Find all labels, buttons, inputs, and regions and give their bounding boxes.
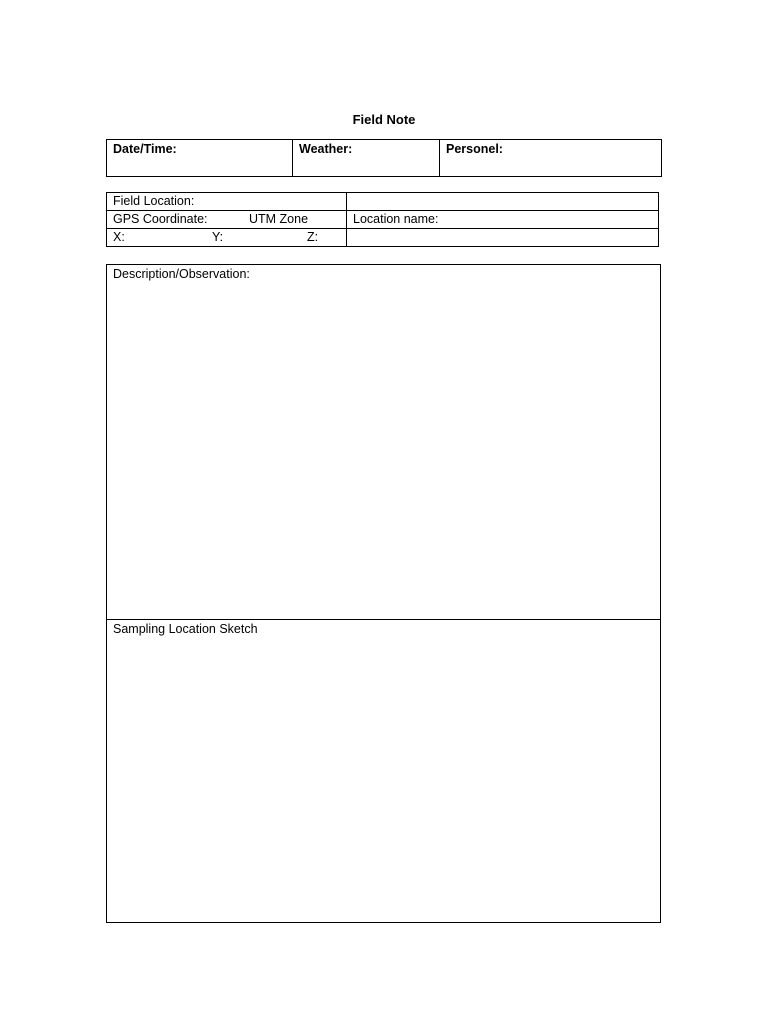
xyz-value-field[interactable] [347,229,659,247]
location-name-label: Location name: [353,212,439,226]
location-table [106,192,659,247]
field-location-label: Field Location: [113,194,195,208]
sketch-label: Sampling Location Sketch [113,622,258,636]
y-label: Y: [212,230,224,244]
description-observation-area[interactable] [107,265,661,620]
location-name-field[interactable] [347,211,659,229]
gps-coordinate-label: GPS Coordinate: [113,212,208,226]
weather-label: Weather: [299,142,353,156]
page-title: Field Note [352,112,416,127]
x-label: X: [113,230,125,244]
xyz-coordinate-field[interactable] [107,229,347,247]
z-label: Z: [307,230,319,244]
field-location-field[interactable] [107,193,347,211]
notes-table [106,264,661,923]
sampling-location-sketch-area[interactable] [107,620,661,923]
gps-coordinate-field[interactable] [107,211,347,229]
date-time-field[interactable] [107,140,293,177]
personel-label: Personel: [446,142,503,156]
description-label: Description/Observation: [113,267,250,281]
field-location-value[interactable] [347,193,659,211]
weather-field[interactable] [293,140,440,177]
personel-field[interactable] [440,140,662,177]
header-table [106,139,662,177]
date-time-label: Date/Time: [113,142,177,156]
utm-zone-label: UTM Zone [249,212,309,226]
